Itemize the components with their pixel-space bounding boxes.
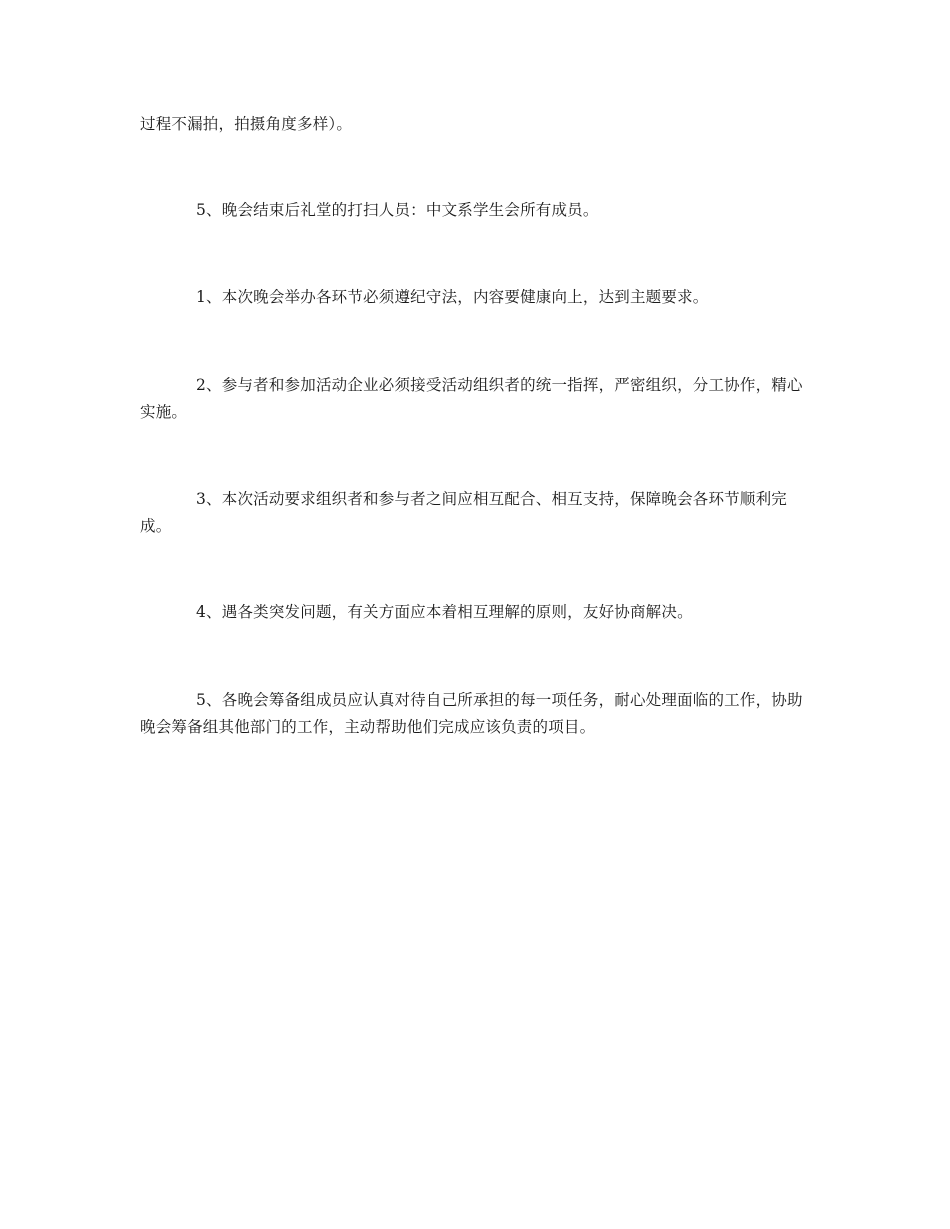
paragraph-rule-4: 4、遇各类突发问题，有关方面应本着相互理解的原则，友好协商解决。 <box>196 603 693 621</box>
paragraph-rule-2: 2、参与者和参加活动企业必须接受活动组织者的统一指挥，严密组织，分工协作，精心实施。 <box>140 376 803 421</box>
paragraph-rule-1: 1、本次晚会举办各环节必须遵纪守法，内容要健康向上，达到主题要求。 <box>196 288 709 306</box>
paragraph-rule-3: 3、本次活动要求组织者和参与者之间应相互配合、相互支持，保障晚会各环节顺利完成。 <box>140 490 787 535</box>
paragraph-cleanup-staff: 5、晚会结束后礼堂的打扫人员：中文系学生会所有成员。 <box>196 201 599 219</box>
paragraph-rule-5: 5、各晚会筹备组成员应认真对待自己所承担的每一项任务，耐心处理面临的工作，协助晚会筹备组其他部门的工作，主动帮助他们完成应该负责的项目。 <box>140 691 803 736</box>
paragraph-continuation: 过程不漏拍，拍摄角度多样）。 <box>140 115 353 133</box>
